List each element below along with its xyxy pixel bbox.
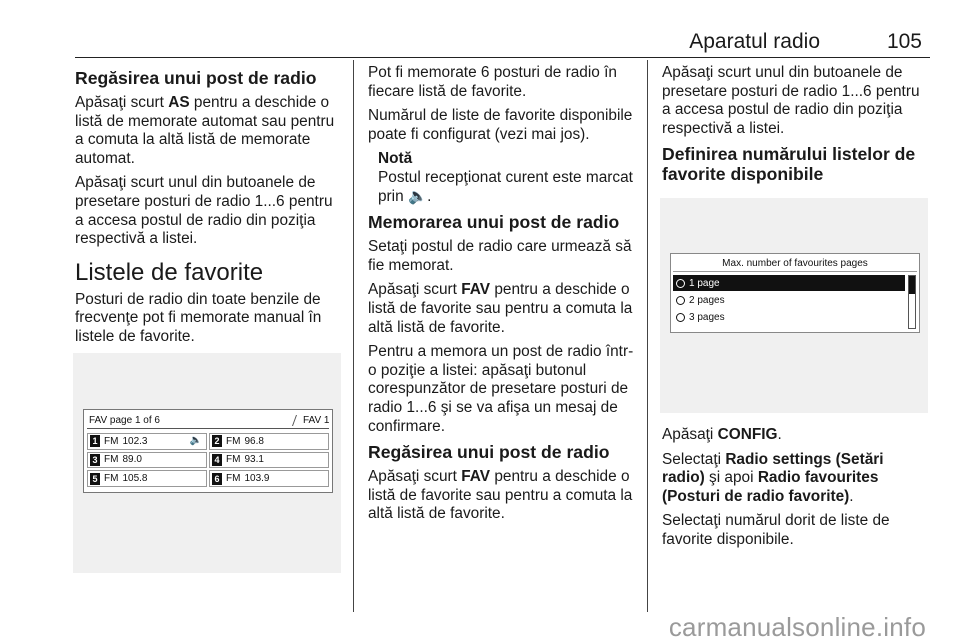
favourites-display bbox=[83, 409, 333, 493]
fav-page-label: FAV page 1 of 6 bbox=[89, 415, 160, 426]
fav-station-5: 5 FM 105.8 bbox=[87, 470, 207, 487]
heading-retrieve-station-2: Regăsirea unui post de radio bbox=[368, 442, 610, 463]
radio-icon bbox=[676, 313, 685, 322]
heading-favourite-lists: Listele de favorite bbox=[75, 258, 264, 286]
scrollbar bbox=[908, 275, 916, 329]
paragraph-fav-retrieve: Apăsaţi scurt FAV pentru a deschide o listă de favorite sau pentru a comuta la altă listă de favorite. bbox=[368, 468, 633, 523]
scrollbar-thumb bbox=[909, 276, 915, 294]
as-key: AS bbox=[168, 94, 190, 111]
favourites-screen-image bbox=[73, 353, 341, 573]
paragraph-set-station: Setaţi postul de radio care urmează să fie memorat. bbox=[368, 238, 632, 274]
column-2 bbox=[368, 64, 636, 530]
fav-station-grid bbox=[87, 433, 329, 487]
max-fav-divider bbox=[673, 271, 917, 272]
column-divider-2 bbox=[647, 60, 648, 612]
column-3-lower bbox=[662, 426, 928, 556]
paragraph-six-stations: Pot fi memorate 6 posturi de radio în fiecare listă de favorite. bbox=[368, 64, 617, 100]
fav-station-6: 6 FM 103.9 bbox=[209, 470, 329, 487]
fav-key-2: FAV bbox=[461, 468, 491, 486]
page-number: 105 bbox=[886, 30, 922, 53]
paragraph-select-settings: Selectaţi Radio settings (Setări radio) şi apoi Radio favourites (Posturi de radio favorite). bbox=[662, 450, 884, 505]
paragraph-preset-buttons-2: Apăsaţi scurt unul din butoanele de presetare posturi de radio 1...6 pentru a accesa postul de radio din poziţia respectivă a listei. bbox=[662, 64, 920, 137]
fav-station-2: 2 FM 96.8 bbox=[209, 433, 329, 450]
paragraph-select-count: Selectaţi numărul dorit de liste de favorite disponibile. bbox=[662, 512, 890, 548]
note-title: Notă bbox=[378, 150, 413, 168]
fav-key: FAV bbox=[461, 281, 491, 299]
radio-icon bbox=[676, 296, 685, 305]
radio-icon bbox=[676, 279, 685, 288]
header-divider bbox=[75, 57, 930, 58]
note-block bbox=[368, 150, 636, 206]
paragraph-fav-open: Apăsaţi scurt FAV pentru a deschide o listă de favorite sau pentru a comuta la altă listă de favorite. bbox=[368, 281, 633, 336]
config-key: CONFIG bbox=[717, 426, 778, 443]
speaker-icon: 🔈 bbox=[189, 435, 202, 446]
fav-badge: FAV 1 bbox=[291, 415, 331, 426]
column-1 bbox=[75, 64, 343, 353]
fav-station-4: 4 FM 93.1 bbox=[209, 452, 329, 469]
fav-header bbox=[87, 414, 329, 429]
option-2-pages: 2 pages bbox=[673, 292, 905, 308]
note-text: Postul recepţionat curent este marcat prin 🔈. bbox=[378, 168, 633, 205]
fav-station-1: 1 FM 102.3 🔈 bbox=[87, 433, 207, 450]
fav-station-3: 3 FM 89.0 bbox=[87, 452, 207, 469]
heading-define-list-count: Definirea numărului listelor de favorite disponibile bbox=[662, 144, 916, 185]
paragraph-list-count: Numărul de liste de favorite disponibile poate fi configurat (vezi mai jos). bbox=[368, 107, 633, 143]
max-favourites-screen-image bbox=[660, 198, 928, 413]
max-fav-title: Max. number of favourites pages bbox=[722, 258, 868, 269]
paragraph-config: Apăsaţi CONFIG. bbox=[662, 426, 782, 443]
page-header-title: Aparatul radio bbox=[689, 30, 820, 53]
column-3 bbox=[662, 64, 928, 190]
paragraph-favourites-intro: Posturi de radio din toate benzile de frecvenţe pot fi memorate manual în listele de favorite. bbox=[75, 290, 322, 345]
heading-retrieve-station: Regăsirea unui post de radio bbox=[75, 68, 317, 88]
column-divider-1 bbox=[353, 60, 354, 612]
paragraph-store-position: Pentru a memora un post de radio într-o poziţie a listei: apăsaţi butonul corespunzător de presetare posturi de radio 1...6 şi se va afişa un mesaj de confirmare. bbox=[368, 343, 634, 435]
heading-store-station: Memorarea unui post de radio bbox=[368, 212, 620, 233]
paragraph-as: Apăsaţi scurt AS pentru a deschide o listă de memorate automat sau pentru a comuta la altă listă de memorate automat. bbox=[75, 94, 335, 167]
radio-settings-label: Radio settings (Setări radio) bbox=[662, 450, 884, 487]
paragraph-preset-buttons: Apăsaţi scurt unul din butoanele de presetare posturi de radio 1...6 pentru a accesa postul de radio din poziţia respectivă a listei. bbox=[75, 174, 333, 248]
option-1-page: 1 page bbox=[673, 275, 905, 291]
watermark: carmanualsonline.info bbox=[668, 612, 926, 642]
max-favourites-display bbox=[670, 253, 920, 333]
radio-favourites-label: Radio favourites (Posturi de radio favorite) bbox=[662, 469, 879, 505]
option-3-pages: 3 pages bbox=[673, 309, 905, 325]
